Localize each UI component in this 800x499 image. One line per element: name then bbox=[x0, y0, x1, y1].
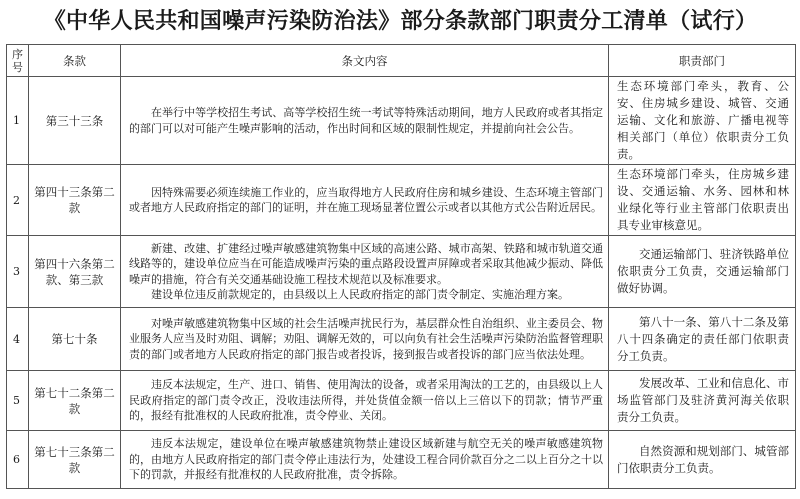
row-number: 1 bbox=[7, 77, 29, 165]
row-content bbox=[121, 77, 609, 165]
row-content bbox=[121, 165, 609, 236]
dept-paragraph: 交通运输部门、驻济铁路单位依职责分工负责，交通运输部门做好协调。 bbox=[617, 247, 789, 295]
content-paragraph: 建设单位违反前款规定的，由县级以上人民政府指定的部门责令制定、实施治理方案。 bbox=[151, 288, 569, 301]
row-content bbox=[121, 431, 609, 489]
row-dept: 生态环境部门牵头，教育、公安、住房城乡建设、城管、交通运输、文化和旅游、广播电视等相关部门（单位）依职责分工负责。 bbox=[609, 77, 796, 165]
dept-paragraph: 第八十一条、第八十二条及第八十四条确定的责任部门依职责分工负责。 bbox=[617, 314, 789, 363]
table-row bbox=[7, 165, 796, 236]
row-dept bbox=[609, 236, 796, 308]
content-paragraph: 对噪声敏感建筑物集中区域的社会生活噪声扰民行为，基层群众性自治组织、业主委员会、物业服务人应当及时劝阻、调解；劝阻、调解无效的，可以向负有社会生活噪声污染防治监督管理职责的部门或者地方人民政府指定的部门报告或者投诉，接到报告或者投诉的部门应当依法处理。 bbox=[129, 316, 603, 361]
row-number: 6 bbox=[7, 431, 29, 489]
row-content bbox=[121, 371, 609, 431]
header-clause: 条款 bbox=[29, 45, 121, 77]
row-clause: 第四十六条第二款、第三款 bbox=[29, 236, 121, 308]
table-row bbox=[7, 371, 796, 431]
content-paragraph: 在举行中等学校招生考试、高等学校招生统一考试等特殊活动期间，地方人民政府或者其指定的部门可以对可能产生噪声影响的活动，作出时间和区域的限制性规定，并提前向社会公告。 bbox=[129, 106, 603, 135]
header-dept: 职责部门 bbox=[609, 45, 796, 77]
row-number: 2 bbox=[7, 165, 29, 236]
row-dept bbox=[609, 371, 796, 431]
row-dept bbox=[609, 431, 796, 489]
dept-paragraph: 发展改革、工业和信息化、市场监管部门及驻济黄河海关依职责分工负责。 bbox=[617, 376, 789, 424]
table-row bbox=[7, 431, 796, 489]
table-row bbox=[7, 308, 796, 371]
duty-table bbox=[6, 44, 796, 489]
header-content: 条文内容 bbox=[121, 45, 609, 77]
document-title: 《中华人民共和国噪声污染防治法》部分条款部门职责分工清单（试行） bbox=[43, 9, 758, 34]
content-paragraph: 违反本法规定，生产、进口、销售、使用淘汰的设备，或者采用淘汰的工艺的，由县级以上人民政府指定的部门责令改正，没收违法所得，并处货值金额一倍以上三倍以下的罚款；情节严重的，报经有批准权的人民政府批准，责令停业、关闭。 bbox=[129, 378, 603, 423]
dept-paragraph: 自然资源和规划部门、城管部门依职责分工负责。 bbox=[617, 443, 789, 475]
row-number: 4 bbox=[7, 308, 29, 371]
content-paragraph: 违反本法规定，建设单位在噪声敏感建筑物禁止建设区域新建与航空无关的噪声敏感建筑物的，由地方人民政府指定的部门责令停止违法行为，处建设工程合同价款百分之二以上百分之十以下的罚款，并报经有批准权的人民政府批准，责令拆除。 bbox=[129, 437, 603, 482]
content-paragraph: 新建、改建、扩建经过噪声敏感建筑物集中区域的高速公路、城市高架、铁路和城市轨道交通线路等的，建设单位应当在可能造成噪声污染的重点路段设置声屏障或者采取其他减少振动、降低噪声的措施，符合有关交通基础设施工程技术规范以及标准要求。 bbox=[129, 241, 603, 286]
row-content bbox=[121, 236, 609, 308]
table-row bbox=[7, 77, 796, 165]
row-content bbox=[121, 308, 609, 371]
row-dept bbox=[609, 308, 796, 371]
row-clause: 第三十三条 bbox=[29, 77, 121, 165]
content-paragraph: 因特殊需要必须连续施工作业的，应当取得地方人民政府住房和城乡建设、生态环境主管部门或者地方人民政府指定的部门的证明，并在施工现场显著位置公示或者以其他方式公告附近居民。 bbox=[129, 185, 603, 214]
row-dept: 生态环境部门牵头，住房城乡建设、交通运输、水务、园林和林业绿化等行业主管部门依职责出具专业审核意见。 bbox=[609, 165, 796, 236]
row-clause: 第七十二条第二款 bbox=[29, 371, 121, 431]
row-number: 5 bbox=[7, 371, 29, 431]
table-row bbox=[7, 236, 796, 308]
row-clause: 第七十三条第二款 bbox=[29, 431, 121, 489]
header-no: 序号 bbox=[7, 45, 29, 77]
row-number: 3 bbox=[7, 236, 29, 308]
table-header bbox=[7, 45, 796, 77]
row-clause: 第七十条 bbox=[29, 308, 121, 371]
row-clause: 第四十三条第二款 bbox=[29, 165, 121, 236]
